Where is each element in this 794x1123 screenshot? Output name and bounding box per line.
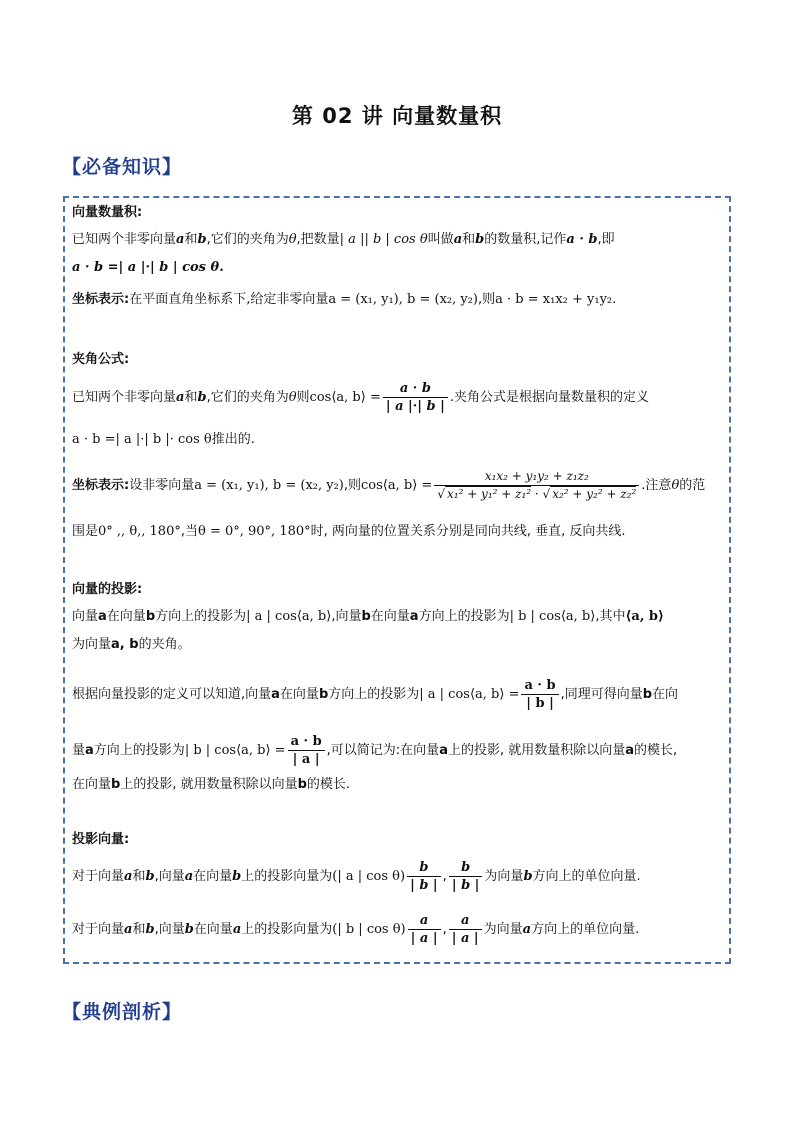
page-title: 第 02 讲 向量数量积 [291, 104, 503, 128]
definition-line: 已知两个非零向量a和b,它们的夹角为θ,把数量| a || b | cos θ叫做a和b的数量积,记作a · b,即 [72, 232, 615, 247]
knowledge-box [63, 196, 731, 964]
coordinate-line-1: 坐标表示:在平面直角坐标系下,给定非零向量a = (x₁, y₁), b = (x₂, y₂),则a · b = x₁x₂ + y₁y₂. [72, 292, 617, 307]
projection-line-4: 量a方向上的投影为| b | cos⟨a, b⟩ = $\frac{a \cdot b}{| a |}$ ,可以简记为:在向量a上的投影, 就用数量积除以向量a的模长, [72, 734, 678, 767]
projection-line-1: 向量a在向量b方向上的投影为| a | cos⟨a, b⟩,向量b在向量a方向上的投影为| b | cos⟨a, b⟩,其中⟨a, b⟩ [72, 609, 664, 624]
projection-line-5: 在向量b上的投影, 就用数量积除以向量b的模长. [72, 777, 351, 792]
heading-dot-product: 向量数量积: [72, 205, 143, 220]
coordinate-line-2: 坐标表示:设非零向量a = (x₁, y₁), b = (x₂, y₂),则cos⟨a, b⟩ = $\frac{\text{x₁x₂ + y₁y₂ + z₁z₂}}{\text{√ x₁² + y₁² + z₁² · √ x₂² + y₂² + z₂²}}$ .注意θ的范 [72, 469, 706, 501]
projection-line-3: 根据向量投影的定义可以知道,向量a在向量b方向上的投影为| a | cos⟨a, b⟩ = $\frac{a \cdot b}{| b |}$ ,同理可得向量b在向 [72, 678, 679, 711]
projection-vector-line-1: 对于向量a和b,向量a在向量b上的投影向量为(| a | cos θ) $\frac{b}{| b |}$ , $\frac{b}{| b |}$ 为向量b方向上的单位向量. [72, 860, 641, 893]
projection-vector-line-2: 对于向量a和b,向量b在向量a上的投影向量为(| b | cos θ) $\frac{a}{| a |}$ , $\frac{a}{| a |}$ 为向量a方向上的单位向量. [72, 913, 640, 946]
section-heading-typical-examples: 【典例剖析】 [62, 1001, 183, 1023]
heading-projection-vector: 投影向量: [72, 832, 130, 847]
heading-angle-formula: 夹角公式: [72, 352, 130, 367]
angle-formula-line: 已知两个非零向量a和b,它们的夹角为θ则cos⟨a, b⟩ = $\frac{a \cdot b}{| a |\cdot| b |}$ .夹角公式是根据向量数量积的定义 [72, 381, 650, 414]
section-heading-essential-knowledge: 【必备知识】 [62, 156, 183, 178]
heading-projection: 向量的投影: [72, 582, 143, 597]
angle-derivation-line: a · b =| a |·| b |· cos θ推出的. [72, 432, 255, 447]
angle-range-line: 围是0° ,, θ,, 180°,当θ = 0°, 90°, 180°时, 两向量的位置关系分别是同向共线, 垂直, 反向共线. [72, 524, 626, 539]
dot-product-formula: a · b =| a |·| b | cos θ. [72, 260, 224, 275]
projection-line-2: 为向量a, b的夹角。 [72, 637, 191, 652]
